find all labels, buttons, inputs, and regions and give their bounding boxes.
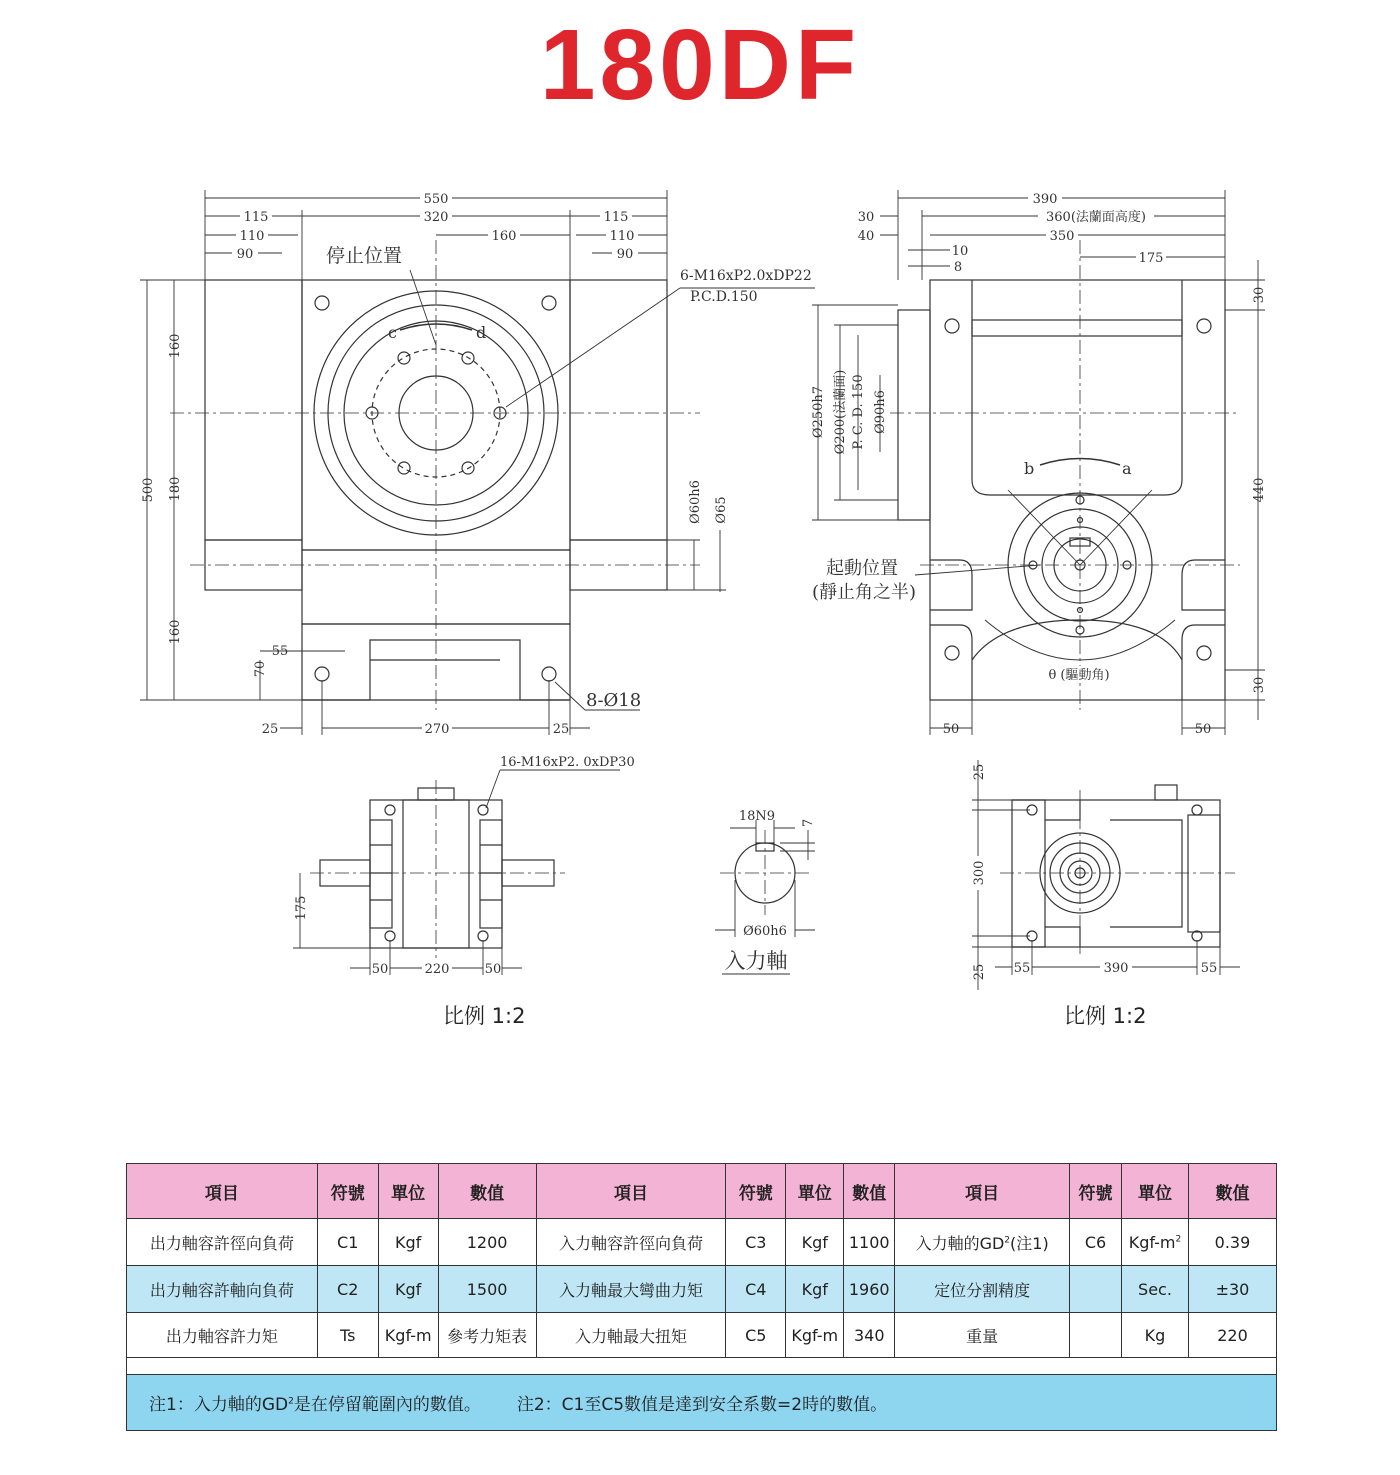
dim-175-top-view: 175 [294, 895, 309, 921]
cell-unit: Kg [1122, 1313, 1189, 1358]
dim-55-left: 55 [1013, 961, 1031, 976]
dim-270: 270 [424, 722, 450, 737]
dim-390: 390 [1032, 192, 1058, 207]
dim-dia-250h7: Ø250h7 [811, 385, 826, 439]
label-c: c [388, 323, 397, 342]
header-unit-3: 單位 [1122, 1164, 1189, 1219]
dim-30-top: 30 [857, 210, 875, 225]
cell-unit: Kgf [378, 1219, 438, 1266]
header-value-3: 數值 [1188, 1164, 1276, 1219]
cell-unit: Kgf [786, 1219, 844, 1266]
cell-unit: Sec. [1122, 1266, 1189, 1313]
dim-300: 300 [972, 860, 987, 886]
label-drive-angle: θ (驅動角) [1048, 668, 1110, 683]
dim-220: 220 [424, 962, 450, 977]
dim-500: 500 [141, 477, 156, 503]
cell-unit: Kgf-m [786, 1313, 844, 1358]
label-holes-8x18: 8-Ø18 [586, 690, 642, 711]
label-stop-position: 停止位置 [326, 245, 403, 267]
dim-25-bottom-bottom: 25 [972, 963, 987, 981]
cell-unit: Kgf [786, 1266, 844, 1313]
dim-30-right-top: 30 [1252, 286, 1267, 304]
dim-dia-90h6: Ø90h6 [873, 390, 888, 434]
header-item-1: 項目 [127, 1164, 318, 1219]
label-a: a [1122, 459, 1132, 478]
dim-320: 320 [423, 210, 449, 225]
header-unit-1: 單位 [378, 1164, 438, 1219]
dim-90-left: 90 [236, 247, 254, 262]
dim-360-flange: 360(法蘭面高度) [1046, 210, 1146, 225]
dim-key-depth-7: 7 [801, 818, 816, 828]
cell-symbol: C6 [1070, 1219, 1122, 1266]
dim-55: 55 [271, 644, 289, 659]
cell-value: 1960 [844, 1266, 895, 1313]
cell-value: 340 [844, 1313, 895, 1358]
bottom-view [970, 760, 1240, 990]
dim-8: 8 [953, 260, 963, 275]
dim-160-upper: 160 [168, 333, 183, 359]
scale-label-right: 比例 1:2 [1064, 1004, 1147, 1028]
dim-50-top-right: 50 [484, 962, 502, 977]
dim-40: 40 [857, 229, 875, 244]
dim-180: 180 [168, 476, 183, 502]
cell-value: 1100 [844, 1219, 895, 1266]
note-2: 注2：C1至C5數值是達到安全系數=2時的數值。 [516, 1395, 888, 1415]
dim-50-right: 50 [1194, 722, 1212, 737]
side-view [811, 190, 1267, 737]
dim-115-right: 115 [603, 210, 629, 225]
dim-110-left: 110 [239, 229, 265, 244]
dim-70: 70 [253, 660, 268, 678]
callout-tap-holes: 6-M16xP2.0xDP22 [680, 268, 812, 284]
cell-symbol: C5 [726, 1313, 786, 1358]
label-input-shaft: 入力軸 [724, 949, 788, 973]
header-symbol-3: 符號 [1070, 1164, 1122, 1219]
header-symbol-1: 符號 [317, 1164, 378, 1219]
label-start-half-dwell: (靜止角之半) [812, 582, 917, 603]
front-view [140, 190, 815, 737]
header-item-2: 項目 [536, 1164, 726, 1219]
cell-item: 出力軸容許力矩 [127, 1313, 318, 1358]
callout-pcd: P.C.D.150 [690, 289, 758, 305]
dim-440: 440 [1252, 477, 1267, 503]
cell-symbol: C4 [726, 1266, 786, 1313]
label-start-position: 起動位置 [826, 558, 898, 579]
dim-390-bottom: 390 [1103, 961, 1129, 976]
header-item-3: 項目 [895, 1164, 1070, 1219]
dim-shaft-dia: Ø60h6 [743, 924, 787, 939]
dim-30-right-bottom: 30 [1252, 676, 1267, 694]
header-value-1: 數值 [438, 1164, 536, 1219]
dim-dia-65: Ø65 [714, 496, 729, 524]
cell-item: 入力軸最大彎曲力矩 [536, 1266, 726, 1313]
dim-25-left: 25 [261, 722, 279, 737]
dim-pcd-150: P. C. D. 150 [851, 374, 866, 450]
cell-value: ±30 [1188, 1266, 1276, 1313]
cell-symbol [1070, 1313, 1122, 1358]
dim-50-left: 50 [942, 722, 960, 737]
spec-table [126, 1163, 1277, 1431]
dim-dia-200-flange: Ø200(法蘭面) [833, 369, 848, 455]
cell-symbol: C1 [317, 1219, 378, 1266]
cell-symbol [1070, 1266, 1122, 1313]
label-b: b [1024, 459, 1035, 478]
header-value-2: 數值 [844, 1164, 895, 1219]
scale-label-left: 比例 1:2 [443, 1004, 526, 1028]
table-row [127, 1266, 1277, 1313]
callout-16-tap-holes: 16-M16xP2. 0xDP30 [500, 755, 635, 770]
notes-cell [127, 1375, 1277, 1431]
cell-item: 定位分割精度 [895, 1266, 1070, 1313]
note-1: 注1：入力軸的$GD^2$是在停留範圍內的數值。 [149, 1395, 481, 1415]
dim-160: 160 [491, 229, 517, 244]
dim-50-top-left: 50 [371, 962, 389, 977]
cell-symbol: C3 [726, 1219, 786, 1266]
cell-unit: Kgf-m [378, 1313, 438, 1358]
cell-item: 重量 [895, 1313, 1070, 1358]
dim-key-18n9: 18N9 [738, 809, 776, 824]
shaft-detail [715, 809, 816, 974]
dim-10: 10 [951, 244, 969, 259]
table-notes-row [127, 1375, 1277, 1431]
dim-55-right: 55 [1200, 961, 1218, 976]
cell-item: 出力軸容許軸向負荷 [127, 1266, 318, 1313]
table-row [127, 1219, 1277, 1266]
page-title: 180DF [539, 9, 861, 121]
dim-90-right: 90 [616, 247, 634, 262]
header-unit-2: 單位 [786, 1164, 844, 1219]
cell-value: 0.39 [1188, 1219, 1276, 1266]
cell-item: 入力軸容許徑向負荷 [536, 1219, 726, 1266]
cell-value: 220 [1188, 1313, 1276, 1358]
dim-dia-60h6: Ø60h6 [688, 480, 703, 524]
cell-unit: Kgf [378, 1266, 438, 1313]
cell-item: 出力軸容許徑向負荷 [127, 1219, 318, 1266]
cell-value: 1500 [438, 1266, 536, 1313]
dim-175: 175 [1138, 251, 1164, 266]
cell-item: 入力軸最大扭矩 [536, 1313, 726, 1358]
dim-550: 550 [423, 192, 449, 207]
cell-unit-kgf-m2: Kgf-$m^2$ [1122, 1219, 1189, 1266]
cell-symbol: C2 [317, 1266, 378, 1313]
table-row [127, 1313, 1277, 1358]
cell-value: 1200 [438, 1219, 536, 1266]
dim-115-left: 115 [243, 210, 269, 225]
cell-symbol: Ts [317, 1313, 378, 1358]
label-d: d [476, 323, 487, 342]
cell-value: 參考力矩表 [438, 1313, 536, 1358]
dim-110-right: 110 [609, 229, 635, 244]
table-spacer-row [127, 1358, 1277, 1375]
dim-350: 350 [1049, 229, 1075, 244]
dim-25-bottom-top: 25 [972, 763, 987, 781]
dim-25-right: 25 [552, 722, 570, 737]
header-symbol-2: 符號 [726, 1164, 786, 1219]
table-header-row [127, 1164, 1277, 1219]
top-view [293, 755, 635, 977]
dim-160-lower: 160 [168, 619, 183, 645]
cell-item-gd2: 入力軸的$GD^2$(注1) [895, 1219, 1070, 1266]
